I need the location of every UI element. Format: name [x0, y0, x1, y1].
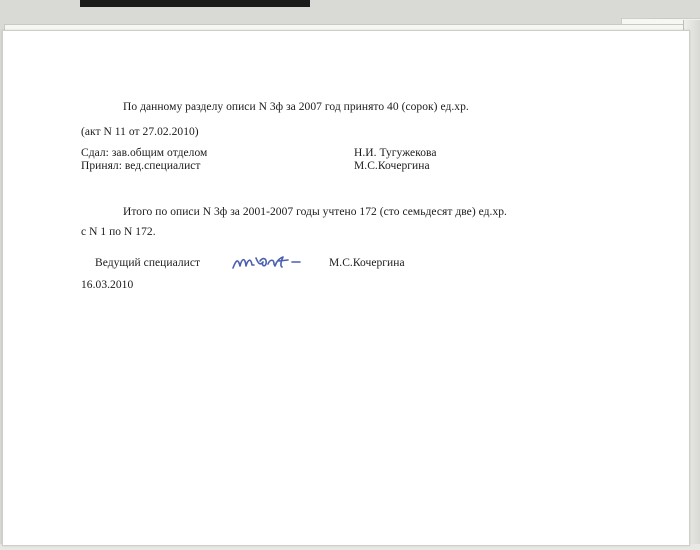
- scan-edge-shadow: [80, 0, 310, 7]
- lead-specialist-label: Ведущий специалист: [95, 257, 201, 269]
- handed-over-label: Сдал: зав.общим отделом: [81, 147, 208, 159]
- lead-specialist-name: М.С.Кочергина: [329, 257, 405, 269]
- number-range: с N 1 по N 172.: [81, 226, 156, 238]
- total-statement: Итого по описи N 3ф за 2001-2007 годы учтено 172 (сто семьдесят две) ед.хр.: [123, 206, 507, 218]
- document-date: 16.03.2010: [81, 279, 134, 291]
- handed-over-name: Н.И. Тугужекова: [354, 147, 437, 159]
- received-label: Принял: вед.специалист: [81, 160, 201, 172]
- act-reference: (акт N 11 от 27.02.2010): [81, 126, 199, 138]
- handwritten-signature: [230, 248, 310, 274]
- acceptance-statement: По данному разделу описи N 3ф за 2007 год принято 40 (сорок) ед.хр.: [123, 101, 469, 113]
- received-name: М.С.Кочергина: [354, 160, 430, 172]
